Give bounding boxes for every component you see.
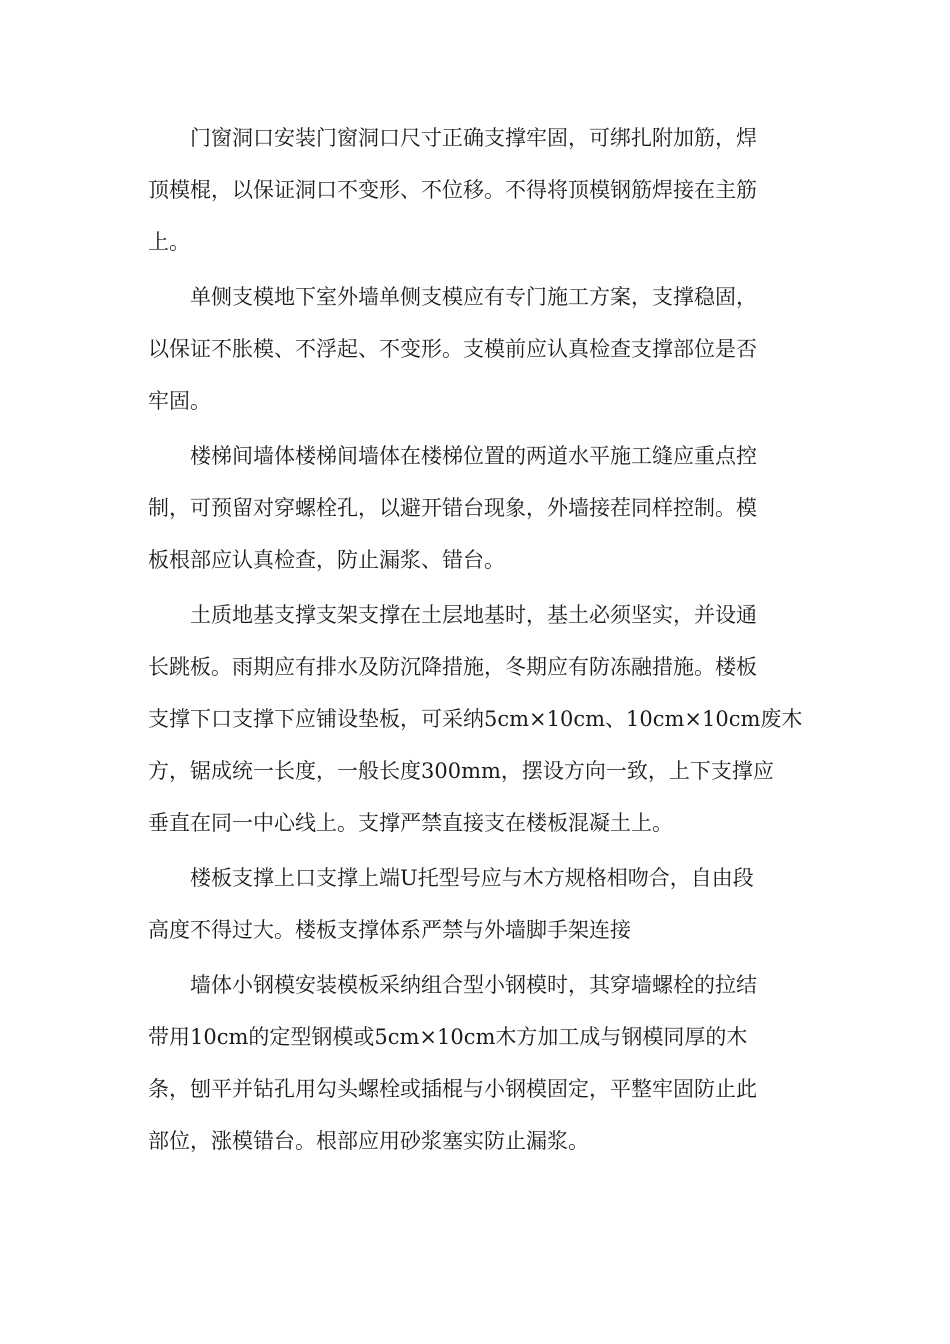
paragraph-single-side-formwork xyxy=(148,271,804,427)
paragraph-door-window-openings xyxy=(148,112,804,268)
text-line: 长跳板。雨期应有排水及防沉降措施，冬期应有防冻融措施。楼板 xyxy=(148,655,757,679)
text-line: 板根部应认真检查，防止漏浆、错台。 xyxy=(148,548,505,572)
text-line: 上。 xyxy=(148,230,190,254)
paragraph-stairwell-walls xyxy=(148,430,804,586)
text-line: 墙体小钢模安装模板采纳组合型小钢模时，其穿墙螺栓的拉结 xyxy=(190,973,757,997)
text-line: 土质地基支撑支架支撑在土层地基时，基土必须坚实，并设通 xyxy=(190,603,757,627)
text-line: 方，锯成统一长度，一般长度300mm，摆设方向一致，上下支撑应 xyxy=(148,759,774,783)
text-line: 制，可预留对穿螺栓孔，以避开错台现象，外墙接茬同样控制。模 xyxy=(148,496,757,520)
text-line: 顶模棍，以保证洞口不变形、不位移。不得将顶模钢筋焊接在主筋 xyxy=(148,178,757,202)
text-line: 以保证不胀模、不浮起、不变形。支模前应认真检查支撑部位是否 xyxy=(148,337,757,361)
text-line: 单侧支模地下室外墙单侧支模应有专门施工方案，支撑稳固， xyxy=(190,285,757,309)
text-line: 垂直在同一中心线上。支撑严禁直接支在楼板混凝土上。 xyxy=(148,811,673,835)
text-line: 支撑下口支撑下应铺设垫板，可采纳5cm×10cm、10cm×10cm废木 xyxy=(148,707,803,731)
text-line: 条，刨平并钻孔用勾头螺栓或插棍与小钢模固定，平整牢固防止此 xyxy=(148,1077,757,1101)
paragraph-slab-support-top xyxy=(148,852,804,956)
paragraph-soil-foundation-support xyxy=(148,589,804,849)
document-body xyxy=(148,112,804,1170)
text-line: 楼板支撑上口支撑上端U托型号应与木方规格相吻合，自由段 xyxy=(190,866,754,890)
text-line: 部位，涨模错台。根部应用砂浆塞实防止漏浆。 xyxy=(148,1129,589,1153)
paragraph-small-steel-formwork xyxy=(148,959,804,1167)
text-line: 高度不得过大。楼板支撑体系严禁与外墙脚手架连接 xyxy=(148,918,631,942)
text-line: 带用10cm的定型钢模或5cm×10cm木方加工成与钢模同厚的木 xyxy=(148,1025,748,1049)
text-line: 楼梯间墙体楼梯间墙体在楼梯位置的两道水平施工缝应重点控 xyxy=(190,444,757,468)
text-line: 门窗洞口安装门窗洞口尺寸正确支撑牢固，可绑扎附加筋，焊 xyxy=(190,126,757,150)
text-line: 牢固。 xyxy=(148,389,211,413)
